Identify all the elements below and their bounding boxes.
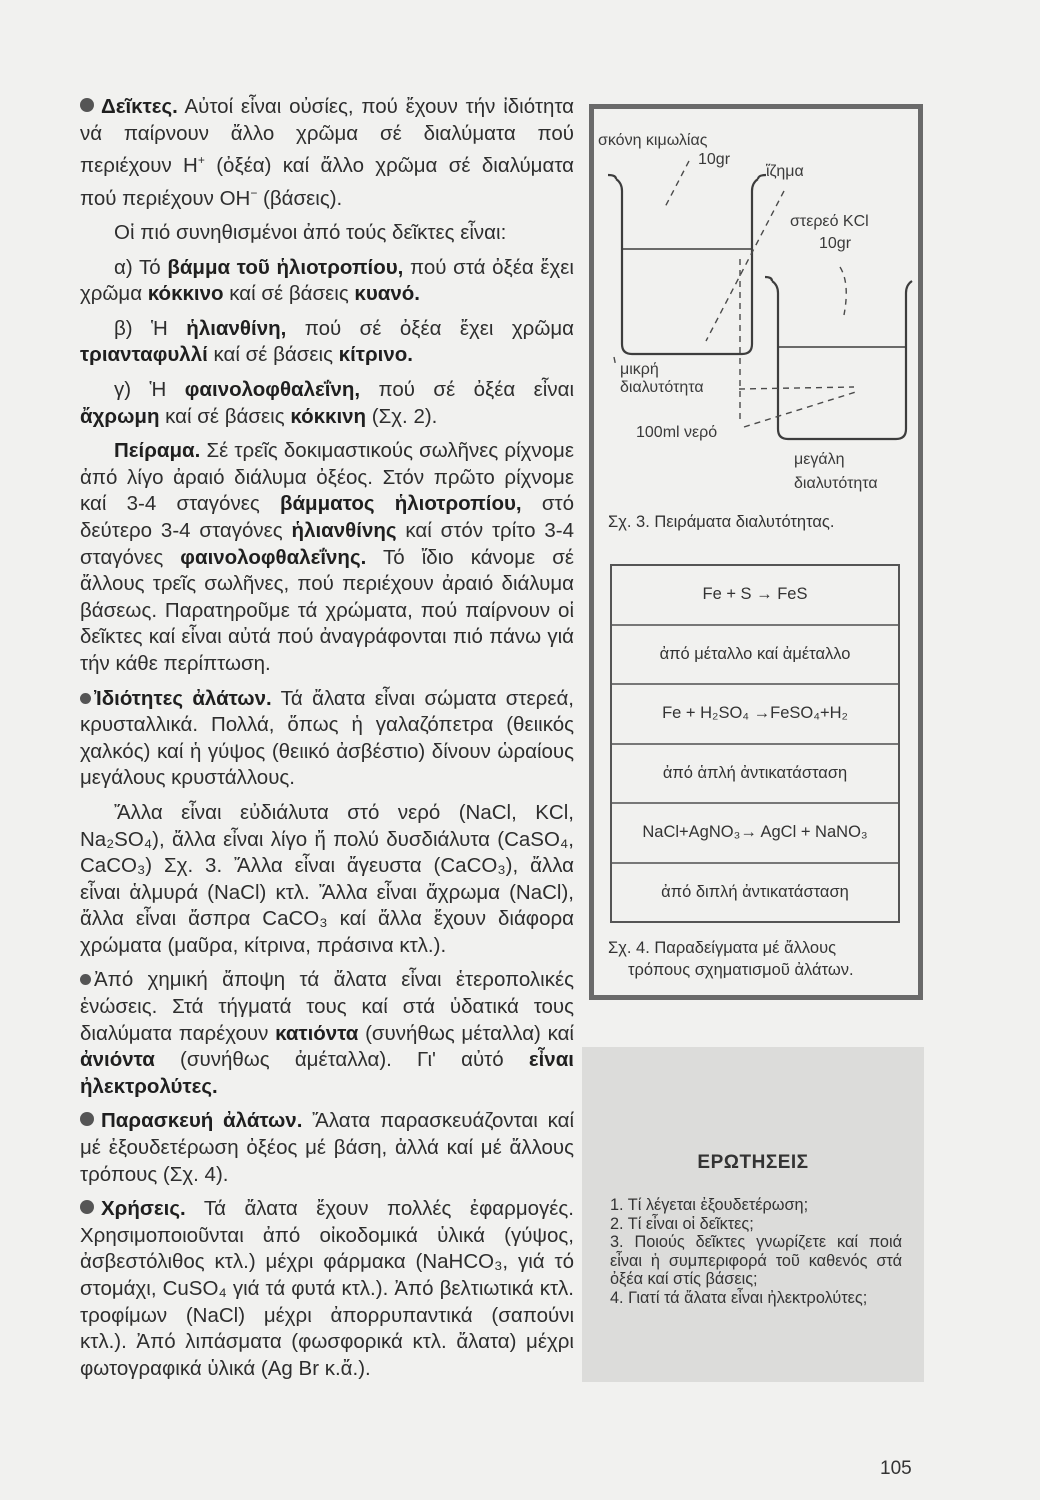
reaction-row: Fe + S → FeS bbox=[612, 566, 898, 626]
questions-box bbox=[582, 1047, 924, 1382]
label-solubility-low: διαλυτότητα bbox=[620, 379, 704, 396]
label-solid-kcl: στερεό KCl bbox=[790, 213, 869, 230]
label-chalk-powder: σκόνη κιμωλίας bbox=[598, 132, 708, 149]
bullet-icon bbox=[80, 974, 91, 985]
figure-3-caption: Σχ. 3. Πειράματα διαλυτότητας. bbox=[608, 513, 835, 531]
question-item: 3. Ποιούς δεῖκτες γνωρίζετε καί ποιά εἶναι ἡ συμπεριφορά τοῦ καθενός στά ὀξέα καί στίς βάσεις; bbox=[610, 1233, 902, 1289]
label-solubility-high: διαλυτότητα bbox=[794, 475, 878, 492]
label-small: μικρή bbox=[620, 361, 659, 378]
questions-list bbox=[610, 1196, 902, 1308]
reaction-row: ἀπό ἁπλή ἀντικατάσταση bbox=[612, 745, 898, 805]
questions-title: ΕΡΩΤΗΣΕΙΣ bbox=[697, 1152, 809, 1173]
paragraph-common-indicators: Οἱ πιό συνηθισμένοι ἀπό τούς δεῖκτες εἶναι: bbox=[114, 221, 507, 245]
item-c: γ) Ἡ φαινολοφθαλεΐνη, πού σέ ὀξέα εἶναι ἄχρωμη καί σέ βάσεις κόκκινη (Σχ. 2). bbox=[80, 378, 574, 428]
paragraph-salt-preparation: Παρασκευή ἀλάτων. Ἄλατα παρασκευάζονται καί μέ ἐξουδετέρωση ὀξέος μέ βάση, ἀλλά καί μέ ἄλλους τρόπους (Σχ. 4). bbox=[80, 1109, 575, 1186]
label-10gr-kcl: 10gr bbox=[819, 235, 852, 252]
item-b: β) Ἡ ἡλιανθίνη, πού σέ ὀξέα ἔχει χρῶμα τριανταφυλλί καί σέ βάσεις κίτρινο. bbox=[80, 316, 574, 367]
reaction-row: NaCl+AgNO₃→ AgCl + NaNO₃ bbox=[612, 804, 898, 864]
figure-4-caption-line2: τρόπους σχηματισμοῦ ἀλάτων. bbox=[628, 961, 854, 979]
label-large: μεγάλη bbox=[794, 451, 845, 468]
question-item: 4. Γιατί τά ἄλατα εἶναι ἠλεκτρολύτες; bbox=[610, 1288, 868, 1307]
heading-indicators: Δεῖκτες. bbox=[101, 95, 178, 118]
figure-4-reactions-table bbox=[610, 564, 900, 923]
figure-4-caption-line1: Σχ. 4. Παραδείγματα μέ ἄλλους bbox=[608, 939, 837, 957]
figure-3-solubility bbox=[594, 109, 918, 539]
reaction-row: ἀπό μέταλλο καί ἀμέταλλο bbox=[612, 626, 898, 686]
label-100ml-water: 100ml νερό bbox=[636, 424, 718, 441]
bullet-icon bbox=[80, 98, 94, 112]
question-item: 2. Τί εἶναι οἱ δεῖκτες; bbox=[610, 1214, 754, 1233]
label-10gr-chalk: 10gr bbox=[698, 151, 731, 168]
reaction-row: Fe + H₂SO₄ →FeSO₄+H₂ bbox=[612, 685, 898, 745]
paragraph-uses: Χρήσεις. Τά ἄλατα ἔχουν πολλές ἐφαρμογές. Χρησιμοποιοῦνται ἀπό οἰκοδομικά ὑλικά (γύψος, ἀσβεστόλιθος κτλ.) μέχρι φάρμακα (NaHCO₃, γιά τό στομάχι, CuSO₄ γιά τά φυτά κτλ.). Ἀπό βελτιωτικά κτλ. τροφίμων (NaCl) μέχρι ἀπορρυπαντικά (σαπούνι κτλ.). Ἀπό λιπάσματα (φωσφορικά κτλ. ἄλατα) μέχρι φωτογραφικά ὑλικά (Ag Br κ.ἄ.). bbox=[80, 1197, 574, 1380]
beaker-left bbox=[616, 179, 758, 354]
beaker-right bbox=[772, 281, 912, 439]
paragraph-experiment: Πείραμα. Σέ τρεῖς δοκιμαστικούς σωλῆνες ρίχνομε ἀπό λίγο ἀραιό διάλυμα ὀξέος. Στόν πρῶτο ρίχνομε καί 3-4 σταγόνες βάμματος ἡλιοτροπίου, στό δεύτερο 3-4 σταγόνες ἡλιανθίνης καί στόν τρίτο 3-4 σταγόνες φαινολοφθαλεΐνης. Τό ἴδιο κάνομε σέ ἄλλους τρεῖς σωλῆνες, πού περιέχουν ἀραιό διάλυμα βάσεως. Παρατηροῦμε τά χρώματα, πού παίρνουν οἱ δεῖκτες καί εἶναι αὐτά πού ἀναγράφονται πιό πάνω γιά τήν κάθε περίπτωση. bbox=[80, 439, 574, 675]
bullet-icon bbox=[80, 1200, 94, 1214]
page-number: 105 bbox=[880, 1458, 912, 1479]
paragraph-chemical-view: Ἀπό χημική ἄποψη τά ἄλατα εἶναι ἑτεροπολικές ἑνώσεις. Στά τήγματά τους καί στά ὑδατικά τους διαλύματα παρέχουν κατιόντα (συνήθως μέταλλα) καί ἀνιόντα (συνήθως ἀμέταλλα). Γι' αὐτό εἶναι ἠλεκτρολύτες. bbox=[80, 968, 574, 1098]
question-item: 1. Τί λέγεται ἐξουδετέρωση; bbox=[610, 1196, 809, 1214]
bullet-icon bbox=[80, 1112, 94, 1126]
item-a: α) Τό βάμμα τοῦ ἡλιοτροπίου, πού στά ὀξέα ἔχει χρῶμα κόκκινο καί σέ βάσεις κυανό. bbox=[80, 255, 574, 306]
label-precipitate: ἵζημα bbox=[766, 163, 804, 180]
bullet-icon bbox=[80, 693, 91, 704]
main-text-column bbox=[80, 94, 574, 1390]
figure-frame bbox=[589, 104, 923, 1000]
paragraph-salt-properties: Ἰδιότητες ἀλάτων. Τά ἄλατα εἶναι σώματα στερεά, κρυσταλλικά. Πολλά, ὅπως ἡ γαλαζόπετρα (θειικός χαλκός) καί ἡ γύψος (θειικό ἀσβέστιο) δίνουν ὡραίους μεγάλους κρυστάλλους. bbox=[80, 686, 575, 790]
paragraph-indicators: Δεῖκτες. Αὐτοί εἶναι οὐσίες, πού ἔχουν τήν ἰδιότητα νά παίρνουν ἄλλο χρῶμα σέ διαλύματα πού περιέχουν H+ (ὀξέα) καί ἄλλο χρῶμα σέ διαλύματα πού περιέχουν OH− (βάσεις). bbox=[80, 95, 574, 210]
paragraph-solubility: Ἄλλα εἶναι εὐδιάλυτα στό νερό (NaCl, KCl, Na₂SO₄), ἄλλα εἶναι λίγο ἤ πολύ δυσδιάλυτα (CaSO₄, CaCO₃) Σχ. 3. Ἄλλα εἶναι ἄγευστα (CaCO₃), ἄλλα εἶναι ἁλμυρά (NaCl) κτλ. Ἄλλα εἶναι ἄχρωμα (NaCl), ἄλλα εἶναι ἄσπρα CaCO₃ καί ἄλλα ἔχουν διάφορα χρώματα (μαῦρα, κίτρινα, πράσινα κτλ.). bbox=[80, 800, 574, 957]
reaction-row: ἀπό διπλή ἀντικατάσταση bbox=[661, 882, 849, 901]
